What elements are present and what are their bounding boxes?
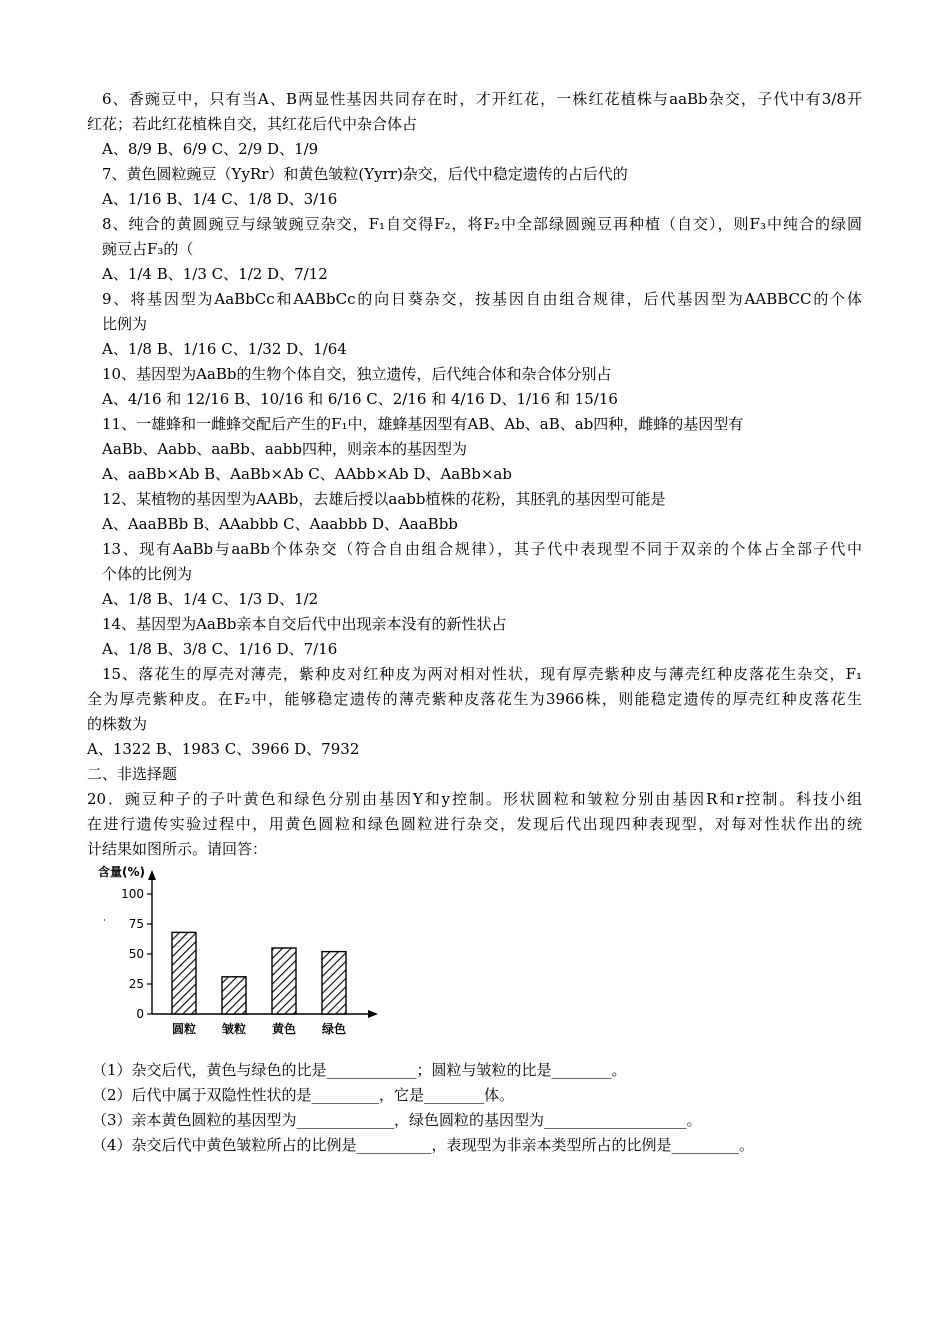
q7-options: A、1/16 B、1/4 C、1/8 D、3/16 bbox=[102, 190, 338, 208]
category-label: 黄色 bbox=[271, 1022, 297, 1036]
q8-line-1: 8、纯合的黄圆豌豆与绿皱豌豆杂交，F₁自交得F₂，将F₂中全部绿圆豌豆再种植（自交），则F₃中纯合的绿圆 bbox=[102, 215, 862, 233]
category-label: 绿色 bbox=[321, 1022, 347, 1036]
q15-line-1: 15、落花生的厚壳对薄壳，紫种皮对红种皮为两对相对性状，现有厚壳紫种皮与薄壳红种皮落花生杂交，F₁ bbox=[102, 665, 862, 683]
q13-line-1: 13、现有AaBb与aaBb个体杂交（符合自由组合规律），其子代中表现型不同于双亲的个体占全部子代中 bbox=[102, 540, 862, 558]
bar bbox=[322, 952, 346, 1014]
y-tick-label: 0 bbox=[136, 1007, 144, 1021]
y-tick-label: 100 bbox=[121, 887, 144, 901]
q15-line-2: 全为厚壳紫种皮。在F₂中，能够稳定遗传的薄壳紫种皮落花生为3966株，则能稳定遗传的厚壳红种皮落花生 bbox=[87, 690, 862, 708]
y-tick-label: 25 bbox=[128, 977, 144, 991]
q20-line-1: 20．豌豆种子的子叶黄色和绿色分别由基因Y和y控制。形状圆粒和皱粒分别由基因R和r控制。科技小组 bbox=[87, 790, 862, 808]
category-label: 皱粒 bbox=[221, 1022, 247, 1036]
q11-options: A、aaBb×Ab B、AaBb×Ab C、AAbb×Ab D、AaBb×ab bbox=[102, 465, 512, 483]
x-axis-arrow bbox=[368, 1010, 378, 1018]
q7-stem: 7、黄色圆粒豌豆（YyRr）和黄色皱粒(Yyrr)杂交，后代中稳定遗传的占后代的 bbox=[102, 165, 628, 183]
q11-line-2: AaBb、Aabb、aaBb、aabb四种，则亲本的基因型为 bbox=[102, 440, 467, 458]
q6-options: A、8/9 B、6/9 C、2/9 D、1/9 bbox=[102, 140, 319, 158]
q10-stem: 10、基因型为AaBb的生物个体自交，独立遗传，后代纯合体和杂合体分别占 bbox=[102, 365, 612, 383]
q10-options: A、4/16 和 12/16 B、10/16 和 6/16 C、2/16 和 4/16 D、1/16 和 15/16 bbox=[102, 390, 618, 408]
category-labels bbox=[172, 1021, 346, 1036]
q20-line-2: 在进行遗传实验过程中，用黄色圆粒和绿色圆粒进行杂交，发现后代出现四种表现型，对每对性状作出的统 bbox=[87, 815, 862, 833]
y-tick-label: 75 bbox=[128, 917, 144, 931]
bar bbox=[272, 948, 296, 1014]
q11-line-1: 11、一雄蜂和一雌蜂交配后产生的F₁中，雄蜂基因型有AB、Ab、aB、ab四种，雌蜂的基因型有 bbox=[102, 415, 744, 433]
y-ticks bbox=[121, 887, 152, 1021]
q13-options: A、1/8 B、1/4 C、1/3 D、1/2 bbox=[102, 590, 319, 608]
q9-line-1: 9、将基因型为AaBbCc和AABbCc的向日葵杂交，按基因自由组合规律，后代基因型为AABBCC的个体 bbox=[102, 290, 862, 308]
q8-line-2: 豌豆占F₃的（ bbox=[102, 240, 194, 258]
section-heading: 二、非选择题 bbox=[87, 765, 178, 783]
q20-part-1: （1）杂交后代，黄色与绿色的比是____________；圆粒与皱粒的比是________。 bbox=[92, 1061, 627, 1079]
q20-line-3: 计结果如图所示。请回答： bbox=[87, 840, 268, 858]
q14-stem: 14、基因型为AaBb亲本自交后代中出现亲本没有的新性状占 bbox=[102, 615, 507, 633]
q8-options: A、1/4 B、1/3 C、1/2 D、7/12 bbox=[102, 265, 328, 283]
bar bbox=[172, 932, 196, 1014]
q13-line-2: 个体的比例为 bbox=[102, 565, 193, 583]
y-axis-arrow bbox=[148, 870, 156, 880]
bars bbox=[172, 932, 346, 1014]
q20-part-2: （2）后代中属于双隐性性状的是_________，它是________体。 bbox=[92, 1086, 515, 1104]
category-label: 圆粒 bbox=[171, 1022, 197, 1036]
q12-stem: 12、某植物的基因型为AABb，去雄后授以aabb植株的花粉，其胚乳的基因型可能是 bbox=[102, 490, 666, 508]
q9-line-2: 比例为 bbox=[102, 315, 148, 333]
bar bbox=[222, 977, 246, 1014]
q15-options: A、1322 B、1983 C、3966 D、7932 bbox=[87, 740, 360, 758]
q15-line-3: 的株数为 bbox=[87, 715, 148, 733]
q6-line-2: 红花；若此红花植株自交，其红花后代中杂合体占 bbox=[87, 115, 418, 133]
q14-options: A、1/8 B、3/8 C、1/16 D、7/16 bbox=[102, 640, 338, 658]
q20-part-3: （3）亲本黄色圆粒的基因型为_____________，绿色圆粒的基因型为___________________。 bbox=[92, 1111, 702, 1129]
q6-line-1: 6、香豌豆中，只有当A、B两显性基因共同存在时，才开红花，一株红花植株与aaBb杂交，子代中有3/8开 bbox=[102, 90, 862, 108]
q20-part-4: （4）杂交后代中黄色皱粒所占的比例是__________，表现型为非亲本类型所占的比例是_________。 bbox=[92, 1136, 755, 1154]
q9-options: A、1/8 B、1/16 C、1/32 D、1/64 bbox=[102, 340, 347, 358]
y-tick-label: 50 bbox=[128, 947, 144, 961]
y-axis-label: 含量(%) bbox=[98, 865, 145, 879]
q12-options: A、AaaBBb B、AAabbb C、Aaabbb D、AaaBbb bbox=[102, 515, 458, 533]
bar-chart bbox=[92, 858, 392, 1048]
